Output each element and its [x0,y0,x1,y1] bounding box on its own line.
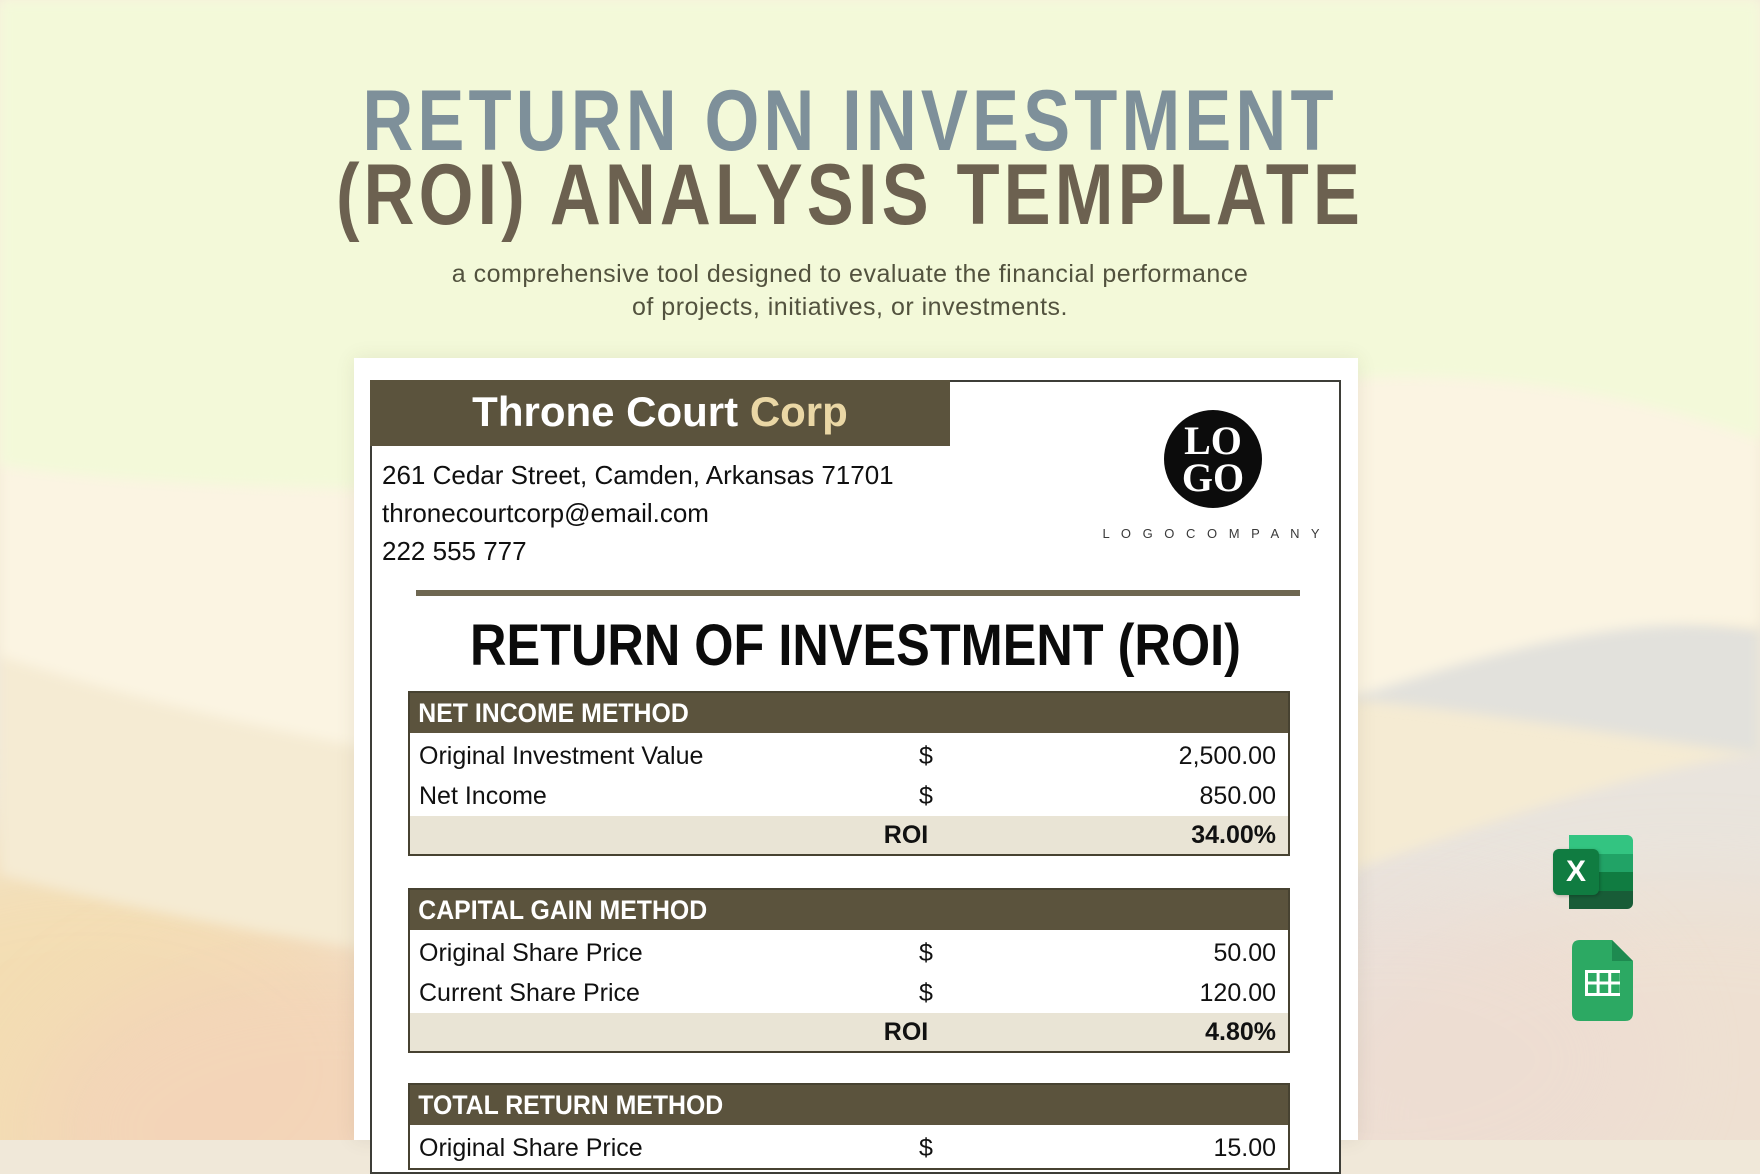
table-row [410,776,1288,816]
capital-gain-method-table [408,888,1290,1053]
subtitle-line2: of projects, initiatives, or investments. [632,293,1068,321]
roi-value: 34.00% [1191,820,1276,849]
company-phone: 222 555 777 [382,536,527,566]
table-title: CAPITAL GAIN METHOD [418,894,708,925]
currency-symbol: $ [919,781,933,810]
row-value: 120.00 [1199,978,1276,1007]
company-name-suffix: Corp [749,388,848,435]
table-row [410,1128,1288,1168]
row-value: 50.00 [1213,938,1276,967]
currency-symbol: $ [919,978,933,1007]
currency-symbol: $ [919,938,933,967]
page-title-line2: (ROI) ANALYSIS TEMPLATE [335,147,1365,243]
total-return-method-table [408,1083,1290,1170]
table-header [410,890,1288,933]
table-row [410,973,1288,1013]
net-income-method-table [408,691,1290,856]
document-heading: RETURN OF INVESTMENT (ROI) [470,613,1241,678]
logo-text-line2: GO [1181,455,1245,500]
row-label: Original Investment Value [419,741,704,770]
company-address: 261 Cedar Street, Camden, Arkansas 71701 [382,460,894,490]
page-subtitle [30,258,1670,324]
currency-symbol: $ [919,1133,933,1162]
roi-result-row [410,1013,1288,1051]
currency-symbol: $ [919,741,933,770]
table-row [410,933,1288,973]
table-row [410,736,1288,776]
company-name-bar [370,380,950,446]
table-title: NET INCOME METHOD [418,697,689,728]
table-header [410,693,1288,736]
roi-result-row [410,816,1288,854]
divider-rule [416,590,1300,596]
roi-label: ROI [883,820,929,849]
document-page [370,380,1341,1174]
row-label: Current Share Price [419,978,640,1007]
roi-value: 4.80% [1205,1017,1276,1046]
document-preview-card [354,358,1358,1162]
row-value: 850.00 [1199,781,1276,810]
excel-icon [1553,835,1633,909]
logo-text-line1: LO [1184,418,1242,463]
excel-x-badge: X [1553,849,1599,895]
table-header [410,1085,1288,1128]
roi-label: ROI [883,1017,929,1046]
company-contact-block [382,456,894,570]
row-label: Original Share Price [419,938,643,967]
row-label: Net Income [419,781,547,810]
company-name: Throne Court [472,388,750,435]
row-label: Original Share Price [419,1133,643,1162]
table-title: TOTAL RETURN METHOD [418,1089,724,1120]
page-title-line1: RETURN ON INVESTMENT [362,73,1338,169]
row-value: 2,500.00 [1178,741,1276,770]
logo-caption: L O G O C O M P A N Y [1102,526,1324,541]
google-sheets-icon [1572,940,1633,1026]
company-email: thronecourtcorp@email.com [382,498,709,528]
company-logo-icon [1164,410,1262,508]
subtitle-line1: a comprehensive tool designed to evaluate the financial performance [451,260,1249,288]
row-value: 15.00 [1213,1133,1276,1162]
